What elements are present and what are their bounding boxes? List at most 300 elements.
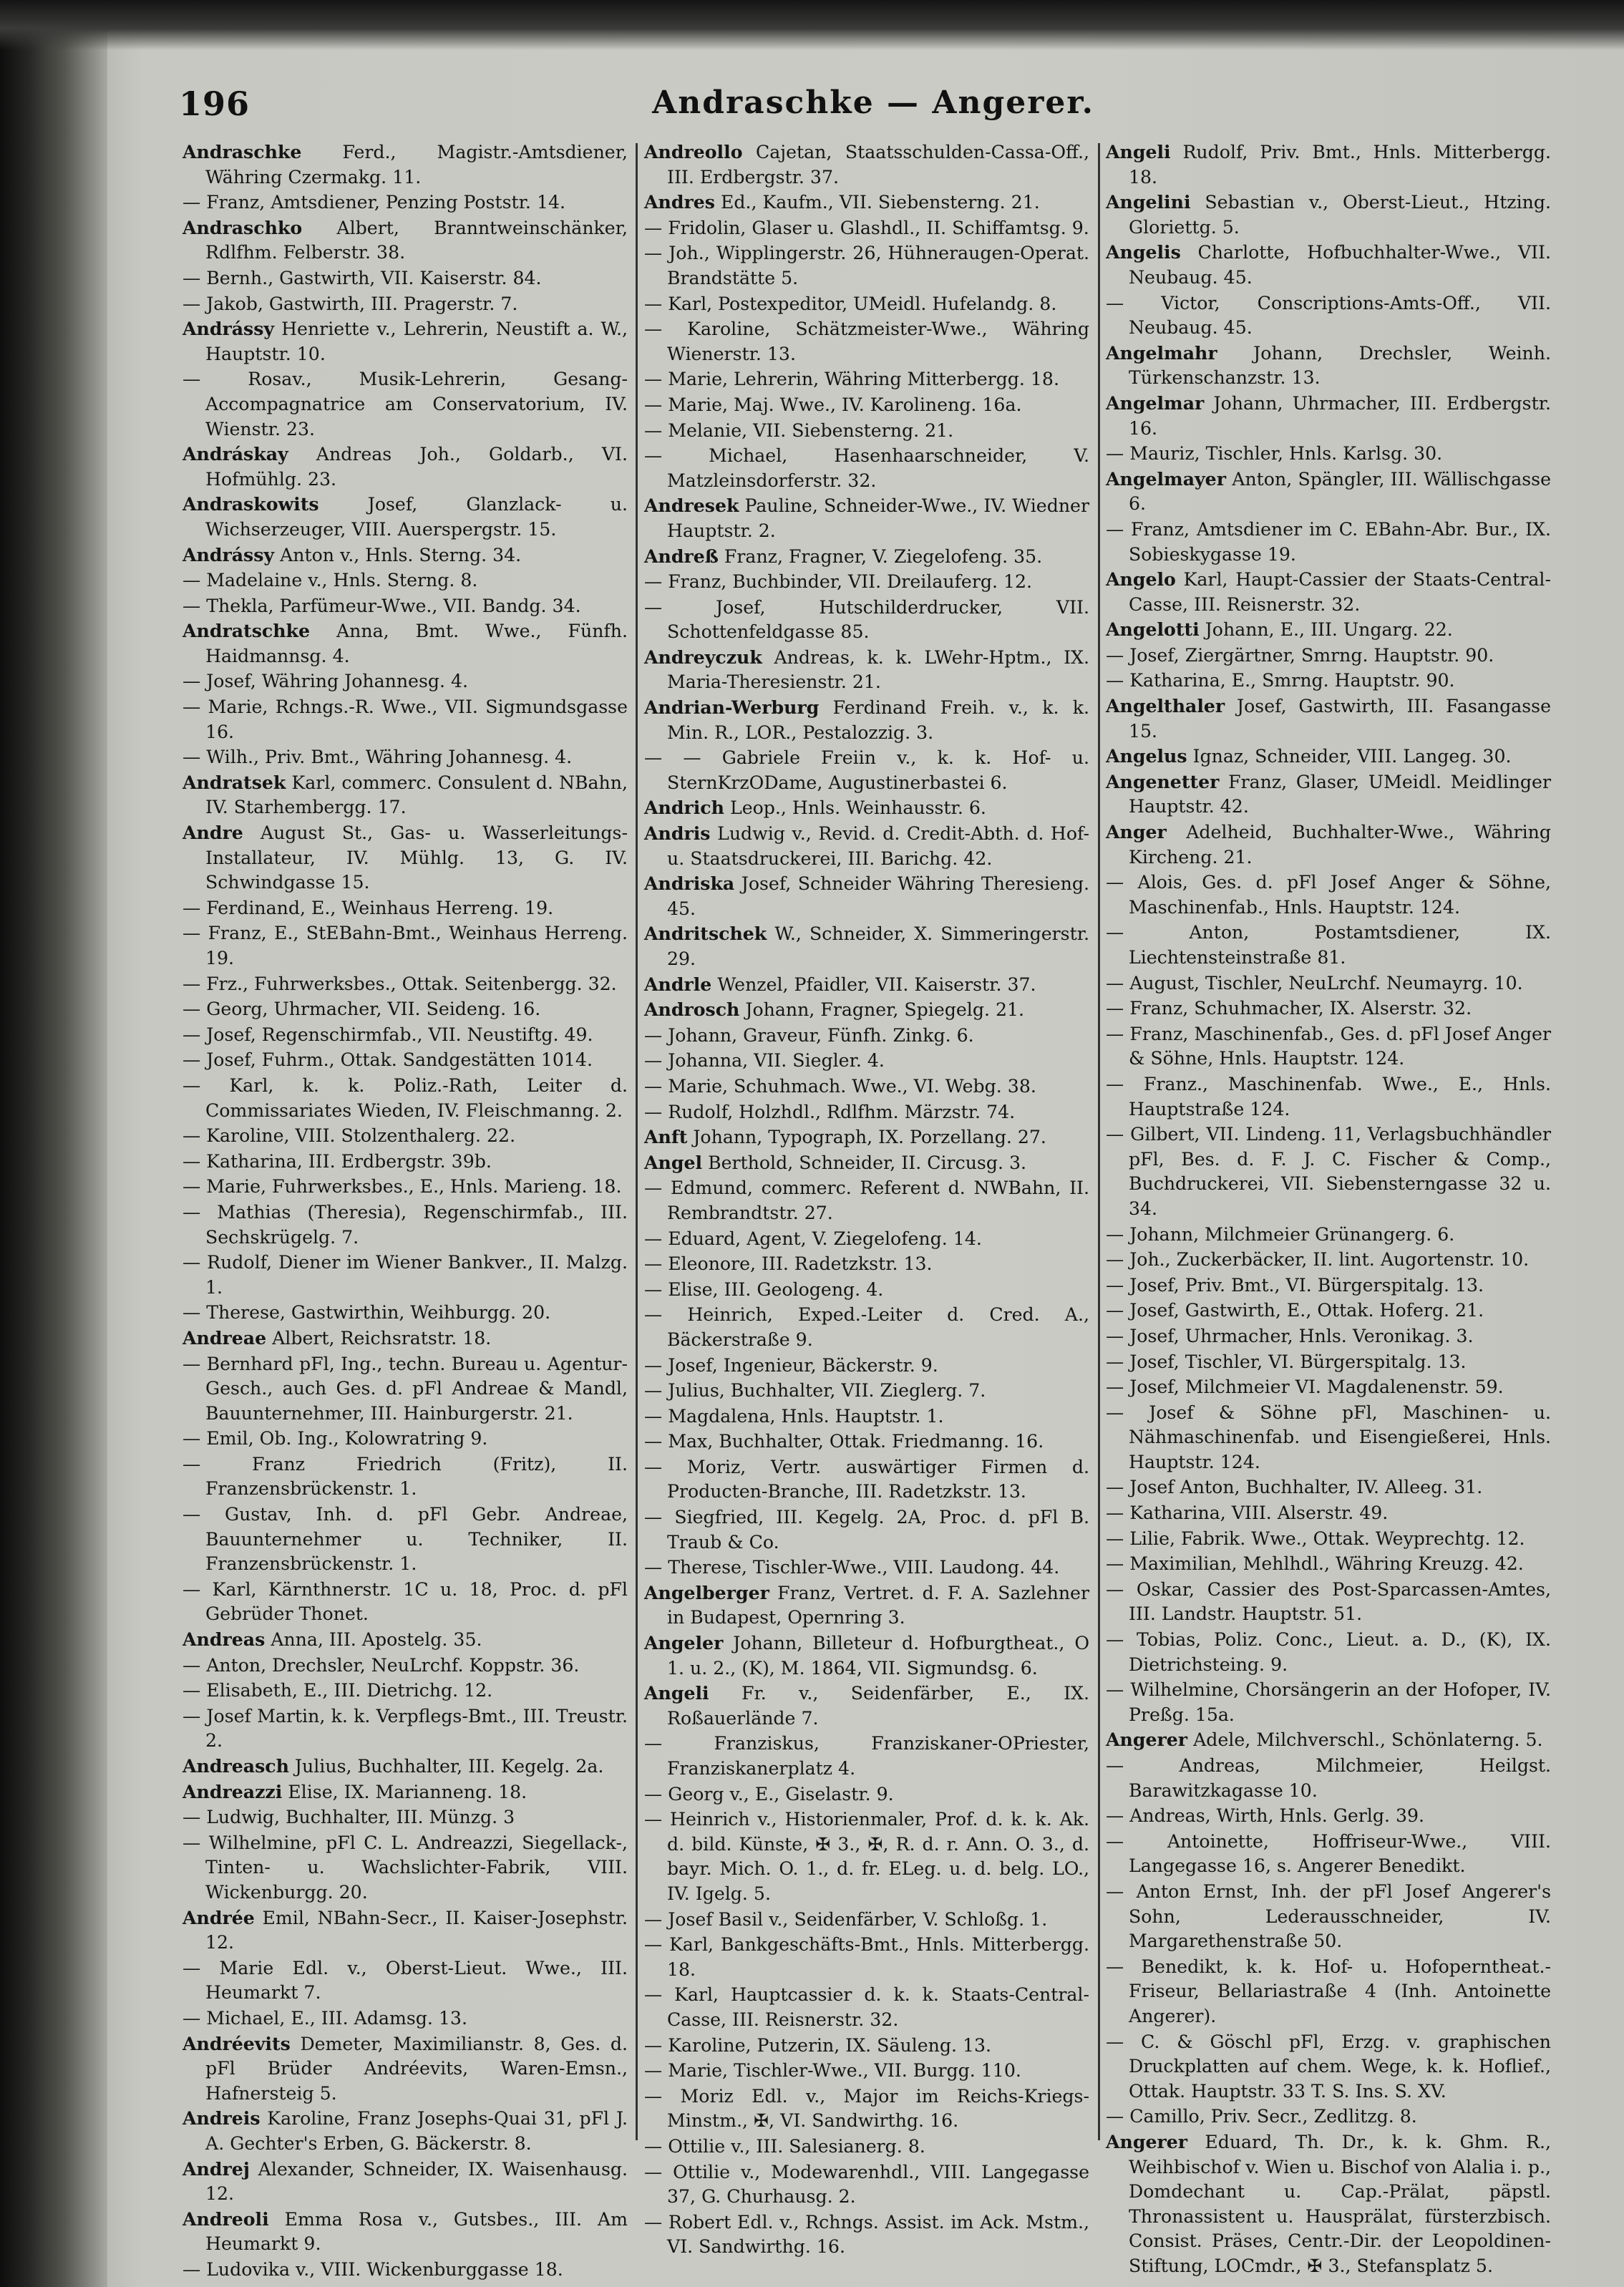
directory-entry	[1106, 920, 1551, 970]
entry-details: Albert, Branntweinschänker, Rdlfhm. Felberstr. 38.	[205, 217, 628, 263]
directory-entry	[644, 366, 1089, 392]
entry-details: Julius, Buchhalter, III. Kegelg. 2a.	[288, 1756, 604, 1777]
directory-entry	[644, 1631, 1089, 1681]
entry-details: — — Gabriele Freiin v., k. k. Hof- u. SternKrzODame, Augustinerbastei 6.	[644, 747, 1089, 793]
entry-surname: Andrássy	[183, 543, 275, 565]
entry-details: — Joh., Wipplingerstr. 26, Hühneraugen-Operat. Brandstätte 5.	[644, 243, 1089, 288]
entry-details: Cajetan, Staatsschulden-Cassa-Off., III. Erdbergstr. 37.	[667, 142, 1089, 188]
directory-entry	[1106, 1475, 1551, 1500]
directory-entry	[183, 1047, 628, 1073]
entry-surname: Angeli	[644, 1682, 709, 1704]
directory-entry	[183, 1073, 628, 1123]
entry-details: Anna, Bmt. Wwe., Fünfh. Haidmannsg. 4.	[205, 621, 628, 666]
entry-surname: Andritschek	[644, 923, 767, 945]
directory-entry	[1106, 1829, 1551, 1879]
directory-entry	[183, 2157, 628, 2207]
entry-surname: Angelotti	[1106, 618, 1200, 641]
directory-entry	[183, 744, 628, 770]
entry-details: Ferd., Magistr.-Amtsdiener, Währing Czermakg. 11.	[205, 142, 628, 188]
entry-surname: Andratschke	[183, 620, 310, 642]
entry-surname: Angerer	[1106, 1729, 1188, 1751]
directory-entry	[644, 795, 1089, 821]
entry-details: — Georg v., E., Giselastr. 9.	[644, 1783, 894, 1805]
directory-entry	[183, 266, 628, 291]
directory-entry	[183, 1905, 628, 1956]
entry-details: — Emil, Ob. Ing., Kolowratring 9.	[183, 1428, 488, 1450]
entry-details: Ludwig v., Revid. d. Credit-Abth. d. Hof- u. Staatsdruckerei, III. Barichg. 42.	[667, 823, 1089, 869]
entry-details: — Anton, Drechsler, NeuLrchf. Koppstr. 36.	[183, 1654, 580, 1676]
entry-details: — Franz., Maschinenfab. Wwe., E., Hnls. Hauptstraße 124.	[1106, 1073, 1551, 1120]
directory-entry	[644, 921, 1089, 971]
entry-details: — Rosav., Musik-Lehrerin, Gesang-Accompagnatrice am Conservatorium, IV. Wienstr. 23.	[183, 369, 628, 440]
entry-surname: Andraschke	[183, 141, 302, 162]
entry-details: — Josef, Fuhrm., Ottak. Sandgestätten 1014.	[183, 1049, 593, 1071]
directory-entry	[183, 1704, 628, 1754]
directory-entry	[644, 1378, 1089, 1404]
directory-entry	[644, 1404, 1089, 1429]
directory-entry	[183, 1779, 628, 1805]
directory-entry	[644, 2033, 1089, 2059]
entry-details: — Josef, Gastwirth, E., Ottak. Hoferg. 21.	[1106, 1300, 1484, 1321]
entry-details: — Thekla, Parfümeur-Wwe., VII. Bandg. 34.	[183, 595, 581, 616]
directory-entry	[644, 2084, 1089, 2134]
entry-details: — Georg, Uhrmacher, VII. Seideng. 16.	[183, 999, 541, 1020]
entry-details: Pauline, Schneider-Wwe., IV. Wiedner Hauptstr. 2.	[667, 495, 1089, 541]
directory-entry	[644, 1681, 1089, 1731]
directory-entry	[1106, 996, 1551, 1021]
entry-details: — Eleonore, III. Radetzkstr. 13.	[644, 1253, 933, 1275]
entry-surname: Andriska	[644, 873, 735, 895]
entry-details: — Marie, Tischler-Wwe., VII. Burgg. 110.	[644, 2060, 1021, 2082]
directory-entry	[183, 1956, 628, 2006]
entry-details: Josef, Schneider Währing Theresieng. 45.	[667, 873, 1089, 919]
directory-entry	[183, 1022, 628, 1048]
directory-entry	[183, 190, 628, 215]
directory-entry	[644, 1099, 1089, 1125]
directory-entry	[1106, 1324, 1551, 1349]
entry-details: — Magdalena, Hnls. Hauptstr. 1.	[644, 1405, 944, 1427]
entry-details: — Josef, Priv. Bmt., VI. Bürgerspitalg. 13.	[1106, 1274, 1484, 1296]
entry-details: — Therese, Gastwirthin, Weihburgg. 20.	[183, 1302, 551, 1324]
entry-details: — Josef Martin, k. k. Verpflegs-Bmt., III. Treustr. 2.	[183, 1705, 628, 1752]
directory-entry	[1106, 971, 1551, 996]
entry-surname: Andréevits	[183, 2032, 291, 2054]
entry-details: — August, Tischler, NeuLrchf. Neumayrg. 10.	[1106, 972, 1523, 994]
directory-entry	[644, 1302, 1089, 1352]
entry-surname: Angelmar	[1106, 392, 1205, 414]
directory-entry	[644, 2058, 1089, 2084]
entry-details: — Wilhelmine, Chorsängerin an der Hofoper, IV. Preßg. 15a.	[1106, 1679, 1551, 1725]
entry-surname: Andreoli	[183, 2208, 269, 2230]
entry-details: — Antoinette, Hoffriseur-Wwe., VIII. Langegasse 16, s. Angerer Benedikt.	[1106, 1830, 1551, 1877]
entry-details: Karl, commerc. Consulent d. NBahn, IV. Starhembergg. 17.	[205, 772, 628, 818]
directory-entry	[1106, 2029, 1551, 2104]
entry-details: Karoline, Franz Josephs-Quai 31, pFl J. A. Gechter's Erben, G. Bäckerstr. 8.	[205, 2108, 628, 2154]
column-divider-2	[1098, 143, 1100, 2140]
entry-details: — Michael, Hasenhaarschneider, V. Matzleinsdorferstr. 32.	[644, 445, 1089, 491]
directory-entry	[644, 140, 1089, 190]
directory-entry	[183, 1502, 628, 1577]
entry-details: Alexander, Schneider, IX. Waisenhausg. 12.	[205, 2158, 628, 2205]
entry-details: — Johann, Milchmeier Grünangerg. 6.	[1106, 1223, 1455, 1245]
directory-entry	[183, 1577, 628, 1627]
entry-details: — Katharina, III. Erdbergstr. 39b.	[183, 1150, 492, 1172]
entry-details: — Heinrich v., Historienmaler, Prof. d. k. k. Ak. d. bild. Künste, ✠ 3., ✠, R. d. r. Ann. O. 3., d. bayr. Mich. O. 1., d. fr. ELeg. u. d. belg. LO., IV. Igelg. 5.	[644, 1809, 1089, 1904]
entry-details: — Maximilian, Mehlhdl., Währing Kreuzg. 42.	[1106, 1553, 1524, 1575]
entry-surname: Andratsek	[183, 771, 286, 793]
entry-surname: Angeli	[1106, 141, 1171, 162]
directory-entry	[1106, 517, 1551, 567]
entry-details: — Moriz Edl. v., Major im Reichs-Kriegs-Minstm., ✠, VI. Sandwirthg. 16.	[644, 2085, 1089, 2132]
entry-details: — Marie Edl. v., Oberst-Lieut. Wwe., III. Heumarkt 7.	[183, 1957, 628, 2004]
directory-entry	[644, 1353, 1089, 1379]
directory-entry	[1106, 291, 1551, 341]
entry-details: — Franz, Amtsdiener im C. EBahn-Abr. Bur., IX. Sobieskygasse 19.	[1106, 518, 1551, 565]
directory-entry	[644, 1982, 1089, 2032]
entry-details: — Franz, Amtsdiener, Penzing Poststr. 14.	[183, 192, 565, 213]
directory-entry	[1106, 441, 1551, 467]
top-edge-shadow	[0, 0, 1624, 50]
directory-entry	[1106, 769, 1551, 820]
entry-details: Andreas Joh., Goldarb., VI. Hofmühlg. 23.	[205, 444, 628, 490]
entry-details: — Josef, Tischler, VI. Bürgerspitalg. 13.	[1106, 1351, 1467, 1372]
entry-details: — Josef, Uhrmacher, Hnls. Veronikag. 3.	[1106, 1325, 1474, 1346]
entry-surname: Angelberger	[644, 1581, 769, 1603]
directory-entry	[183, 618, 628, 669]
directory-entry	[644, 645, 1089, 695]
entry-details: Josef, Glanzlack- u. Wichserzeuger, VIII. Auerspergstr. 15.	[205, 494, 628, 540]
directory-entry	[644, 1251, 1089, 1277]
entry-details: — Franz, Buchbinder, VII. Dreilauferg. 12.	[644, 571, 1033, 593]
directory-entry	[1106, 1349, 1551, 1375]
directory-entry	[1106, 1072, 1551, 1122]
entry-details: — Gustav, Inh. d. pFl Gebr. Andreae, Bauunternehmer u. Techniker, II. Franzensbrückenstr. 1.	[183, 1504, 628, 1575]
directory-entry	[644, 1731, 1089, 1781]
entry-details: Ignaz, Schneider, VIII. Langeg. 30.	[1187, 746, 1512, 767]
directory-entry	[644, 443, 1089, 493]
directory-entry	[183, 1627, 628, 1653]
directory-entry	[1106, 140, 1551, 190]
entry-details: Andreas, k. k. LWehr-Hptm., IX. Maria-Theresienstr. 21.	[667, 646, 1089, 693]
entry-details: — Josef, Währing Johannesg. 4.	[183, 671, 469, 692]
entry-details: Anna, III. Apostelg. 35.	[265, 1629, 482, 1651]
entry-surname: Andreis	[183, 2107, 261, 2130]
entry-surname: Andres	[644, 191, 715, 213]
entry-surname: Andre	[183, 822, 243, 844]
entry-details: — Andreas, Milchmeier, Heilgst. Barawitzkagasse 10.	[1106, 1755, 1551, 1801]
directory-entry	[183, 1149, 628, 1175]
entry-surname: Angelthaler	[1106, 695, 1225, 717]
page-number: 196	[179, 84, 251, 123]
entry-details: — Ludwig, Buchhalter, III. Münzg. 3	[183, 1807, 515, 1828]
directory-entry	[644, 241, 1089, 291]
entry-details: — Moriz, Vertr. auswärtiger Firmen d. Producten-Branche, III. Radetzkstr. 13.	[644, 1456, 1089, 1502]
entry-details: — Ottilie v., III. Salesianerg. 8.	[644, 2135, 925, 2157]
entry-details: — Julius, Buchhalter, VII. Zieglerg. 7.	[644, 1380, 986, 1402]
entry-details: — Fridolin, Glaser u. Glashdl., II. Schiffamtsg. 9.	[644, 217, 1089, 238]
entry-details: Sebastian v., Oberst-Lieut., Htzing. Gloriettg. 5.	[1129, 192, 1551, 238]
entry-details: — Michael, E., III. Adamsg. 13.	[183, 2007, 467, 2029]
entry-details: — C. & Göschl pFl, Erzg. v. graphischen Druckplatten auf chem. Wege, k. k. Hoflief., Ottak. Hauptstr. 33 T. S. Ins. S. XV.	[1106, 2031, 1551, 2102]
directory-entry	[1106, 1298, 1551, 1324]
directory-entry	[183, 2031, 628, 2107]
entry-surname: Andrle	[644, 973, 712, 995]
directory-entry	[1106, 1727, 1551, 1753]
entry-details: — Josef, Ingenieur, Bäckerstr. 9.	[644, 1354, 938, 1376]
entry-details: Eduard, Th. Dr., k. k. Ghm. R., Weihbischof v. Wien u. Bischof von Alalia i. p., Domdechant u. Cap.-Prälat, päpstl. Thronassistent u. Hausprälat, fürsterzbisch. Consist. Präses, Centr.-Dir. der Leopoldinen-Stiftung, LOCmdr., ✠ 3., Stefansplatz 5.	[1129, 2131, 1551, 2276]
column-1	[183, 140, 628, 2280]
directory-entry	[183, 996, 628, 1022]
entry-surname: Andrej	[183, 2157, 250, 2180]
entry-details: — Franz, Maschinenfab., Ges. d. pFl Josef Anger & Söhne, Hnls. Hauptstr. 124.	[1106, 1023, 1551, 1069]
entry-details: — Lilie, Fabrik. Wwe., Ottak. Weyprechtg. 12.	[1106, 1528, 1525, 1549]
directory-entry	[183, 694, 628, 744]
directory-entry	[644, 972, 1089, 998]
entry-details: — Franz, Schuhmacher, IX. Alserstr. 32.	[1106, 998, 1472, 1019]
entry-details: — Ferdinand, E., Weinhaus Herreng. 19.	[183, 897, 554, 918]
running-head: Andraschke — Angerer.	[652, 84, 1094, 121]
directory-entry	[183, 1678, 628, 1704]
directory-entry	[644, 1580, 1089, 1631]
directory-entry	[183, 492, 628, 542]
directory-entry	[644, 493, 1089, 543]
directory-entry	[1106, 1222, 1551, 1248]
entry-details: — Josef & Söhne pFl, Maschinen- u. Nähmaschinenfab. und Eisengießerei, Hnls. Hauptstr. 124.	[1106, 1402, 1551, 1472]
entry-details: Emma Rosa v., Gutsbes., III. Am Heumarkt 9.	[205, 2208, 628, 2255]
directory-entry	[183, 2257, 628, 2283]
entry-details: — Josef Anton, Buchhalter, IV. Alleeg. 31.	[1106, 1477, 1483, 1498]
entry-details: — Gilbert, VII. Lindeng. 11, Verlagsbuchhändler pFl, Bes. d. F. J. C. Fischer & Comp., Buchdruckerei, VII. Siebensterngasse 32 u. 34.	[1106, 1124, 1551, 1219]
entry-surname: Angelmahr	[1106, 341, 1217, 364]
entry-surname: Andrich	[644, 797, 724, 819]
directory-entry	[183, 770, 628, 820]
entry-details: Demeter, Maximilianstr. 8, Ges. d. pFl Brüder Andréevits, Waren-Emsn., Hafnersteig 5.	[205, 2033, 628, 2104]
directory-entry	[644, 745, 1089, 795]
directory-entry	[644, 1074, 1089, 1099]
directory-entry	[183, 593, 628, 619]
directory-entry	[1106, 467, 1551, 517]
entry-surname: Angelus	[1106, 745, 1187, 767]
entry-details: — Marie, Lehrerin, Währing Mitterbergg. 18.	[644, 369, 1059, 390]
entry-details: — Josef, Regenschirmfab., VII. Neustiftg. 49.	[183, 1024, 593, 1045]
directory-entry	[183, 1250, 628, 1300]
entry-details: Adele, Milchverschl., Schönlaterng. 5.	[1187, 1729, 1543, 1751]
directory-entry	[644, 2134, 1089, 2160]
directory-entry	[1106, 1400, 1551, 1475]
directory-entry	[1106, 1677, 1551, 1727]
entry-surname: Andraskowits	[183, 493, 319, 515]
entry-surname: Androsch	[644, 999, 740, 1021]
entry-details: — Marie, Maj. Wwe., IV. Karolineng. 16a.	[644, 394, 1022, 415]
entry-details: — Mathias (Theresia), Regenschirmfab., III. Sechskrügelg. 7.	[183, 1201, 628, 1248]
directory-entry	[183, 971, 628, 997]
directory-entry	[1106, 1577, 1551, 1627]
entry-surname: Angelo	[1106, 568, 1176, 591]
entry-details: — Heinrich, Exped.-Leiter d. Cred. A., Bäckerstraße 9.	[644, 1304, 1089, 1350]
directory-entry	[644, 1023, 1089, 1049]
directory-entry	[183, 921, 628, 971]
entry-details: Anton, Spängler, III. Wällischgasse 6.	[1129, 468, 1551, 515]
directory-entry	[1106, 341, 1551, 391]
entry-details: — Karl, Bankgeschäfts-Bmt., Hnls. Mitterbergg. 18.	[644, 1934, 1089, 1980]
directory-entry	[1106, 1879, 1551, 1954]
book-spine-shadow	[0, 0, 107, 2287]
entry-details: — Karl, Hauptcassier d. k. k. Staats-Central-Casse, III. Reisnerstr. 32.	[644, 1984, 1089, 2030]
directory-entry	[183, 2106, 628, 2156]
directory-entry	[183, 669, 628, 694]
page-header	[179, 84, 1567, 135]
directory-entry	[183, 215, 628, 266]
entry-details: Johann, E., III. Ungarg. 22.	[1199, 619, 1453, 641]
directory-entry	[183, 895, 628, 921]
entry-details: — Karl, Kärnthnerstr. 1C u. 18, Proc. d. pFl Gebrüder Thonet.	[183, 1578, 628, 1625]
entry-details: Franz, Glaser, UMeidl. Meidlinger Hauptstr. 42.	[1129, 771, 1551, 817]
directory-entry	[1106, 1753, 1551, 1803]
entry-details: Berthold, Schneider, II. Circusg. 3.	[702, 1152, 1027, 1173]
entry-surname: Angel	[644, 1151, 703, 1173]
directory-entry	[183, 820, 628, 895]
entry-surname: Andrée	[183, 1906, 255, 1928]
entry-surname: Angelini	[1106, 191, 1191, 213]
directory-entry	[1106, 1954, 1551, 2029]
directory-entry	[1106, 1551, 1551, 1577]
entry-details: — Andreas, Wirth, Hnls. Gerlg. 39.	[1106, 1805, 1425, 1827]
entry-details: Ed., Kaufm., VII. Siebensterng. 21.	[714, 192, 1040, 213]
entry-details: Johann, Typograph, IX. Porzellang. 27.	[687, 1127, 1046, 1148]
entry-details: — Katharina, VIII. Alserstr. 49.	[1106, 1502, 1389, 1524]
entry-surname: Andráskay	[183, 443, 288, 465]
directory-entry	[644, 997, 1089, 1023]
directory-entry	[644, 1455, 1089, 1505]
directory-entry	[644, 1226, 1089, 1252]
entry-details: — Marie, Schuhmach. Wwe., VI. Webg. 38.	[644, 1075, 1036, 1097]
entry-details: — Wilh., Priv. Bmt., Währing Johannesg. 4.	[183, 747, 573, 768]
directory-entry	[644, 1907, 1089, 1933]
directory-entry	[644, 190, 1089, 215]
entry-details: Adelheid, Buchhalter-Wwe., Währing Kircheng. 21.	[1129, 822, 1551, 868]
entry-details: — Franz, E., StEBahn-Bmt., Weinhaus Herreng. 19.	[183, 923, 628, 968]
entry-details: — Ludovika v., VIII. Wickenburggasse 18.	[183, 2258, 563, 2280]
entry-details: August St., Gas- u. Wasserleitungs-Installateur, IV. Mühlg. 13, G. IV. Schwindgasse 15.	[205, 822, 628, 893]
directory-entry	[183, 1754, 628, 1779]
entry-details: — Johanna, VII. Siegler. 4.	[644, 1050, 885, 1072]
directory-entry	[183, 1805, 628, 1830]
column-divider-1	[636, 143, 638, 2140]
entry-details: — Josef, Hutschilderdrucker, VII. Schottenfeldgasse 85.	[644, 596, 1089, 643]
directory-entry	[1106, 820, 1551, 870]
directory-entry	[1106, 391, 1551, 441]
directory-entry	[644, 1277, 1089, 1303]
entry-details: — Therese, Tischler-Wwe., VIII. Laudong. 44.	[644, 1557, 1060, 1578]
entry-details: Johann, Drechsler, Weinh. Türkenschanzstr. 13.	[1129, 342, 1551, 389]
entry-details: Leop., Hnls. Weinhausstr. 6.	[724, 797, 986, 819]
entry-surname: Andreazzi	[183, 1780, 283, 1802]
directory-entry	[183, 1351, 628, 1427]
entry-details: — Katharina, E., Smrng. Hauptstr. 90.	[1106, 670, 1455, 691]
entry-surname: Angerer	[1106, 2130, 1188, 2152]
column-2	[644, 140, 1089, 2258]
entry-details: — Karoline, Putzerin, IX. Säuleng. 13.	[644, 2034, 992, 2056]
entry-details: — Anton, Postamtsdiener, IX. Liechtensteinstraße 81.	[1106, 922, 1551, 968]
directory-entry	[644, 1807, 1089, 1906]
directory-entry	[1106, 1500, 1551, 1526]
entry-details: — Karl, Postexpeditor, UMeidl. Hufelandg. 8.	[644, 293, 1057, 314]
entry-details: — Max, Buchhalter, Ottak. Friedmanng. 16.	[644, 1431, 1044, 1452]
entry-details: — Anton Ernst, Inh. der pFl Josef Angerer's Sohn, Lederausschneider, IV. Margarethenstraße 50.	[1106, 1880, 1551, 1952]
directory-entry	[1106, 744, 1551, 769]
directory-entry	[1106, 2130, 1551, 2279]
directory-entry	[644, 392, 1089, 418]
directory-entry	[644, 2160, 1089, 2210]
entry-details: — Camillo, Priv. Secr., Zedlitzg. 8.	[1106, 2106, 1417, 2127]
entry-details: — Benedikt, k. k. Hof- u. Hofoperntheat.-Friseur, Bellariastraße 4 (Inh. Antoinette Angerer).	[1106, 1956, 1551, 2026]
entry-details: Karl, Haupt-Cassier der Staats-Central-Casse, III. Reisnerstr. 32.	[1129, 569, 1551, 615]
entry-details: Josef, Gastwirth, III. Fasangasse 15.	[1129, 696, 1551, 742]
directory-entry	[644, 569, 1089, 595]
directory-entry	[644, 695, 1089, 745]
directory-entry	[183, 1653, 628, 1679]
directory-entry	[644, 1555, 1089, 1580]
directory-entry	[644, 418, 1089, 444]
entry-details: Johann, Fragner, Spiegelg. 21.	[739, 999, 1025, 1021]
directory-entry	[644, 1175, 1089, 1225]
directory-entry	[183, 2006, 628, 2031]
entry-surname: Andris	[644, 822, 711, 845]
directory-entry	[183, 1452, 628, 1502]
directory-entry	[183, 442, 628, 492]
directory-entry	[1106, 1122, 1551, 1221]
directory-entry	[1106, 643, 1551, 669]
entry-details: Anton v., Hnls. Sterng. 34.	[274, 544, 522, 565]
entry-surname: Angelmayer	[1106, 467, 1226, 490]
entry-details: — Josef Basil v., Seidenfärber, V. Schloßg. 1.	[644, 1908, 1048, 1930]
directory-entry	[644, 215, 1089, 241]
entry-details: — Robert Edl. v., Rchngs. Assist. im Ack. Mstm., VI. Sandwirthg. 16.	[644, 2211, 1089, 2258]
entry-details: — Tobias, Poliz. Conc., Lieut. a. D., (K), IX. Dietrichsteing. 9.	[1106, 1629, 1551, 1675]
directory-entry	[1106, 190, 1551, 240]
entry-details: — Frz., Fuhrwerksbes., Ottak. Seitenbergg. 32.	[183, 973, 617, 994]
entry-surname: Anft	[644, 1126, 688, 1148]
entry-details: — Siegfried, III. Kegelg. 2A, Proc. d. pFl B. Traub & Co.	[644, 1507, 1089, 1553]
entry-surname: Andreyczuk	[644, 646, 762, 668]
directory-entry	[183, 1426, 628, 1452]
entry-details: — Elisabeth, E., III. Dietrichg. 12.	[183, 1680, 493, 1701]
directory-entry	[183, 1174, 628, 1200]
entry-details: Wenzel, Pfaidler, VII. Kaiserstr. 37.	[711, 973, 1036, 995]
directory-entry	[1106, 1374, 1551, 1400]
entry-details: — Ottilie v., Modewarenhdl., VIII. Langegasse 37, G. Churhausg. 2.	[644, 2161, 1089, 2208]
entry-details: — Rudolf, Diener im Wiener Bankver., II. Malzg. 1.	[183, 1252, 628, 1298]
directory-entry	[1106, 240, 1551, 290]
entry-details: — Karl, k. k. Poliz.-Rath, Leiter d. Commissariates Wieden, IV. Fleischmanng. 2.	[183, 1074, 628, 1121]
directory-entry	[1106, 1803, 1551, 1829]
directory-entry	[1106, 567, 1551, 617]
directory-entry	[183, 568, 628, 593]
directory-entry	[644, 1429, 1089, 1455]
entry-details: Henriette v., Lehrerin, Neustift a. W., Hauptstr. 10.	[205, 319, 628, 364]
entry-details: — Josef, Milchmeier VI. Magdalenenstr. 59.	[1106, 1376, 1504, 1398]
entry-details: — Elise, III. Geologeng. 4.	[644, 1278, 884, 1300]
entry-details: — Marie, Fuhrwerksbes., E., Hnls. Marieng. 18.	[183, 1176, 622, 1198]
entry-details: — Mauriz, Tischler, Hnls. Karlsg. 30.	[1106, 443, 1443, 465]
entry-surname: Andreasch	[183, 1755, 289, 1777]
entry-surname: Angelis	[1106, 241, 1181, 263]
entry-details: Fr. v., Seidenfärber, E., IX. Roßauerlände 7.	[667, 1683, 1089, 1729]
directory-entry	[1106, 1273, 1551, 1298]
directory-entry	[1106, 1526, 1551, 1552]
entry-details: — Karoline, VIII. Stolzenthalerg. 22.	[183, 1125, 516, 1147]
directory-entry	[1106, 870, 1551, 920]
